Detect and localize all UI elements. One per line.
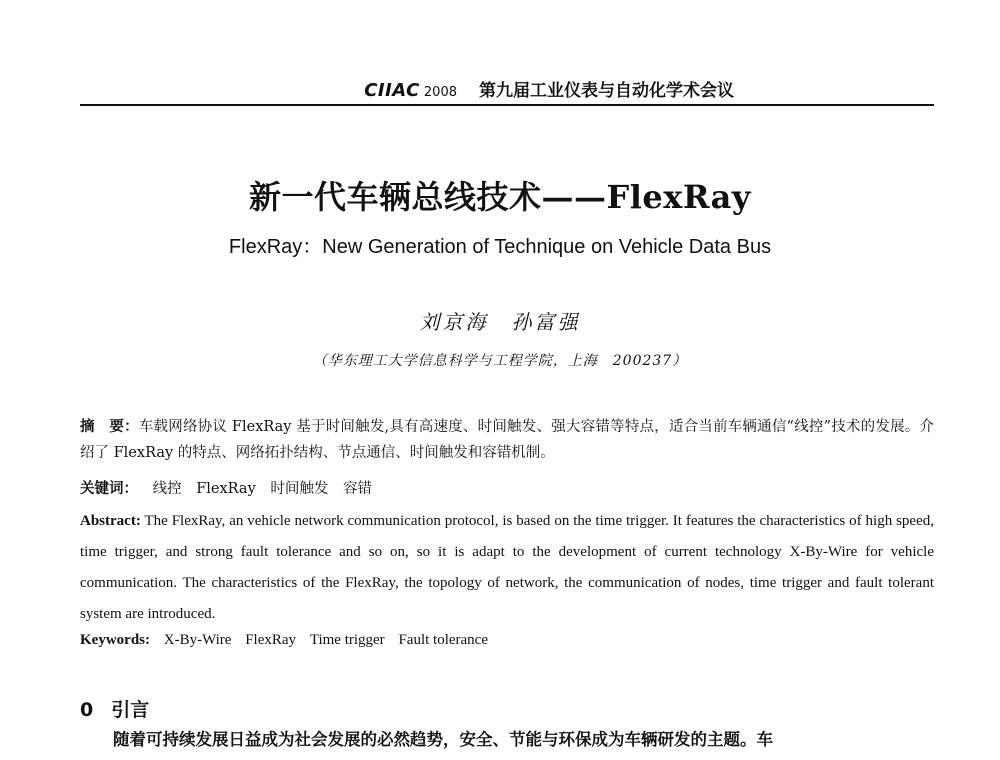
keyword-en: Fault tolerance — [398, 632, 488, 648]
body-paragraph: 随着可持续发展日益成为社会发展的必然趋势，安全、节能与环保成为车辆研发的主题。车 — [113, 730, 773, 749]
keyword-en: Time trigger — [309, 632, 385, 648]
keyword-en: FlexRay — [245, 632, 297, 648]
keywords-en-label: Keywords: — [80, 632, 150, 648]
keywords-cn — [80, 479, 934, 499]
section-heading — [80, 695, 149, 722]
abstract-cn-label: 摘 要： — [80, 418, 139, 435]
paper-title-cn: 新一代车辆总线技术——FlexRay — [249, 178, 751, 216]
keyword-en: X-By-Wire — [163, 632, 232, 648]
section-number: 0 — [80, 699, 94, 721]
keyword-cn: 时间触发 — [270, 481, 329, 497]
paper-title-en: FlexRay：New Generation of Technique on Vehicle Data Bus — [228, 236, 772, 258]
header-text — [364, 76, 734, 101]
abstract-en-text: The FlexRay, an vehicle network communication protocol, is based on the time trigger. It features the characteristics of high speed, time trigger, and strong fault tolerance and so on, so it is adapt to the development of current technology X-By-Wire for vehicle communication. The characteristics of the FlexRay, the topology of network, the communication of nodes, time trigger and fault tolerant system are introduced. — [80, 513, 934, 622]
conference-logo: CIIAC — [364, 80, 420, 101]
abstract-en-label: Abstract: — [80, 513, 141, 529]
conference-year: 2008 — [423, 85, 457, 100]
affiliation: （华东理工大学信息科学与工程学院，上海 200237） — [312, 353, 688, 369]
running-header — [80, 70, 934, 106]
authors: 刘京海 孙富强 — [419, 310, 581, 334]
abstract-cn — [80, 414, 934, 466]
section-title: 引言 — [111, 699, 150, 721]
keyword-cn: 容错 — [342, 481, 372, 497]
keywords-en — [80, 632, 934, 649]
keyword-cn: FlexRay — [196, 481, 256, 497]
keyword-cn: 线控 — [152, 481, 182, 497]
abstract-cn-text: 车载网络协议 FlexRay 基于时间触发,具有高速度、时间触发、强大容错等特点，适合当前车辆通信“线控”技术的发展。介绍了 FlexRay 的特点、网络拓扑结构、节点通信、时间触发和容错机制。 — [80, 419, 934, 461]
keywords-cn-label: 关键词： — [80, 480, 138, 497]
conference-title: 第九届工业仪表与自动化学术会议 — [479, 81, 734, 101]
abstract-en — [80, 506, 934, 630]
